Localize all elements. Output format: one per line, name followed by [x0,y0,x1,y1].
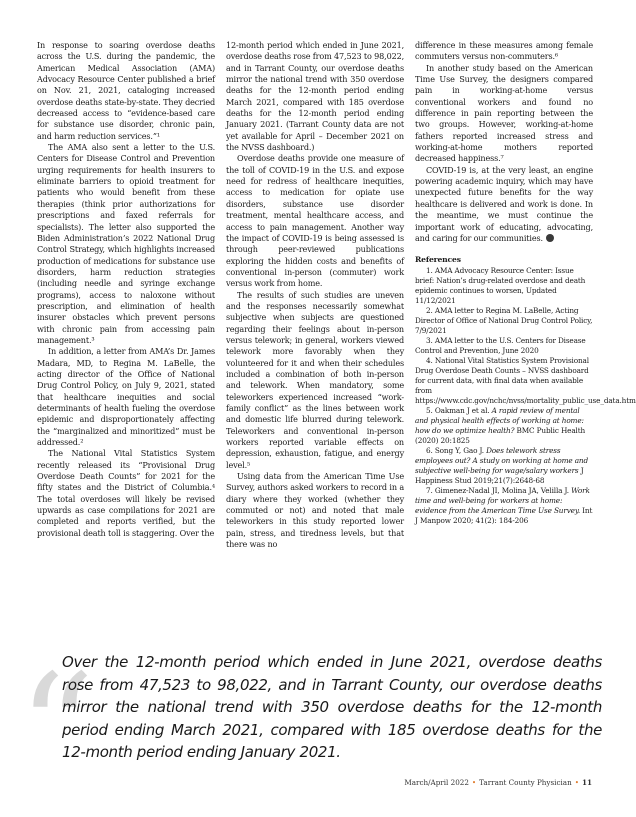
reference-item: 4. National Vital Statistics System Provisional Drug Overdose Death Counts – NVSS dashboard for current data, with final data when available from https://www.cdc.gov/nchc/nvss/mortality_public_use_data.htm [415,355,636,405]
column-1 [37,40,215,640]
paragraph: In another study based on the American Time Use Survey, the designers compared pain in working-at-home versus conventional workers and found no difference in pain reporting between the two groups. However, working-at-home fathers reported increased stress and working-at-home mothers reported decreased happiness.⁷ [415,62,593,164]
paragraph: In response to soaring overdose deaths across the U.S. during the pandemic, the American Medical Association (AMA) Advocacy Resource Center published a brief on Nov. 21, 2021, cataloging increased overdose deaths state-by-state. They decried decreased access to “evidence-based care for substance use disorder, chronic pain, and harm reduction services.”¹ [37,40,215,141]
paragraph: Overdose deaths provide one measure of the toll of COVID-19 in the U.S. and expose need for redress of healthcare inequities, access to medication for opiate use disorders, substance use disorder treatment, mental healthcare access, and access to pain management. Another way the impact of COVID-19 is being assessed is through peer-reviewed publications exploring the hidden costs and benefits of conventional in-person (commuter) work versus work from home. [226,153,404,289]
footer-publication: Tarrant County Physician [479,778,572,787]
page-number: 11 [581,778,592,787]
article-body [37,40,636,640]
reference-source: J Happiness Stud 2019;21(7):2648-68 [415,465,584,485]
reference-title: Does telework stress employees out? A study on working at home and subjective well-being for wage/salary workers [415,445,589,475]
reference-source: BMC Public Health (2020) 20:1825 [415,425,586,445]
page-footer [404,778,592,787]
column-3 [415,40,636,640]
reference-item: 3. AMA letter to the U.S. Centers for Disease Control and Prevention, June 2020 [415,335,586,355]
quote-mark-icon: “ [18,643,95,817]
reference-item: 2. AMA letter to Regina M. LaBelle, Acting Director of Office of National Drug Control Policy, 7/9/2021 [415,305,593,335]
reference-authors: 7. Gimenez-Nadal JI, Molina JA, Velilla J. [426,485,572,495]
reference-source: Int J Manpow 2020; 41(2): 184-206 [415,505,593,525]
paragraph: In addition, a letter from AMA’s Dr. James Madara, MD, to Regina M. LaBelle, the acting director of the Office of National Drug Control Policy, on July 9, 2021, stated that healthcare inequities and social determinants of health fueling the overdose epidemic and disproportionately affecting the “marginalized and minoritized” must be addressed.² [37,346,215,448]
paragraph: difference in these measures among female commuters versus non-commuters.⁶ [415,40,593,62]
paragraph: The results of such studies are uneven and the responses necessarily somewhat subjective when subjects are questioned regarding their feelings about in-person versus telework; in general, workers viewed telework more favorably when they volunteered for it and when their schedules included a combination of both in-person and telework. When mandatory, some teleworkers experienced increased “work-family conflict” as the lines between work and domestic life blurred during telework. Teleworkers and conventional in-person workers reported variable effects on depression, exhaustion, fatigue, and energy level.⁵ [226,289,404,470]
reference-item [415,406,593,446]
paragraph-text: COVID-19 is, at the very least, an engine powering academic inquiry, which may have unexpected future benefits for the way healthcare is delivered and work is done. In the meantime, we must continue the important work of educating, advocating, and caring for our communities. [415,164,593,243]
footer-issue: March/April 2022 [404,778,469,787]
footer-separator: • [574,778,579,787]
reference-item [415,446,593,486]
reference-item: 1. AMA Advocacy Resource Center: Issue brief: Nation’s drug-related overdose and death epidemic continues to worsen, Updated 11/12/2021 [415,265,586,305]
paragraph: Using data from the American Time Use Survey, authors asked workers to record in a diary where they worked (whether they commuted or not) and noted that male teleworkers in this study reported lower pain, stress, and tiredness levels, but that there was no [226,471,404,550]
footer-separator: • [471,778,477,787]
column-2 [226,40,404,640]
reference-authors: 5. Oakman J et al. [426,405,492,415]
pull-quote: Over the 12-month period which ended in June 2021, overdose deaths rose from 47,523 to 98,022, and in Tarrant County, our overdose deaths mirror the national trend with 350 overdose deaths for the 12-month period ending March 2021, compared with 185 overdose deaths for the 12-month period ending January 2021. [62,653,602,761]
reference-title: Work time and well-being for workers at home: evidence from the American Time Use Survey. [415,485,590,515]
reference-authors: 6. Song Y, Gao J. [426,445,487,455]
reference-title: A rapid review of mental and physical health effects of working at home: how do we optimize health? [415,405,584,435]
paragraph: The AMA also sent a letter to the U.S. Centers for Disease Control and Prevention urging requirements for health insurers to eliminate barriers to opioid treatment for patients who would benefit from these therapies (think prior authorizations for prescriptions and faxed referrals for specialists). The letter also supported the Biden Administration’s 2022 National Drug Control Strategy, which highlights increased production of medications for substance use disorders, harm reduction strategies (including needle and syringe exchange programs), access to naloxone without prescription, and elimination of health insurer obstacles which prevent persons with chronic pain from accessing pain management.³ [37,142,215,345]
references-list [415,265,636,526]
end-mark-globe-icon [546,234,554,242]
paragraph-closing [415,165,593,244]
references-heading: References [415,255,461,265]
reference-item [415,486,593,526]
paragraph: 12-month period which ended in June 2021, overdose deaths rose from 47,523 to 98,022, and in Tarrant County, our overdose deaths mirror the national trend with 350 overdose deaths for the 12-month period ending March 2021, compared with 185 overdose deaths for the 12-month period ending January 2021. (Tarrant County data are not yet available for April – December 2021 on the NVSS dashboard.) [226,40,404,153]
paragraph: The National Vital Statistics System recently released its “Provisional Drug Overdose Death Counts” for 2021 for the fifty states and the District of Columbia.⁴ The total overdoses will likely be revised upwards as case compilations for 2021 are completed and reports verified, but the provisional death toll is staggering. Over the [37,448,215,538]
